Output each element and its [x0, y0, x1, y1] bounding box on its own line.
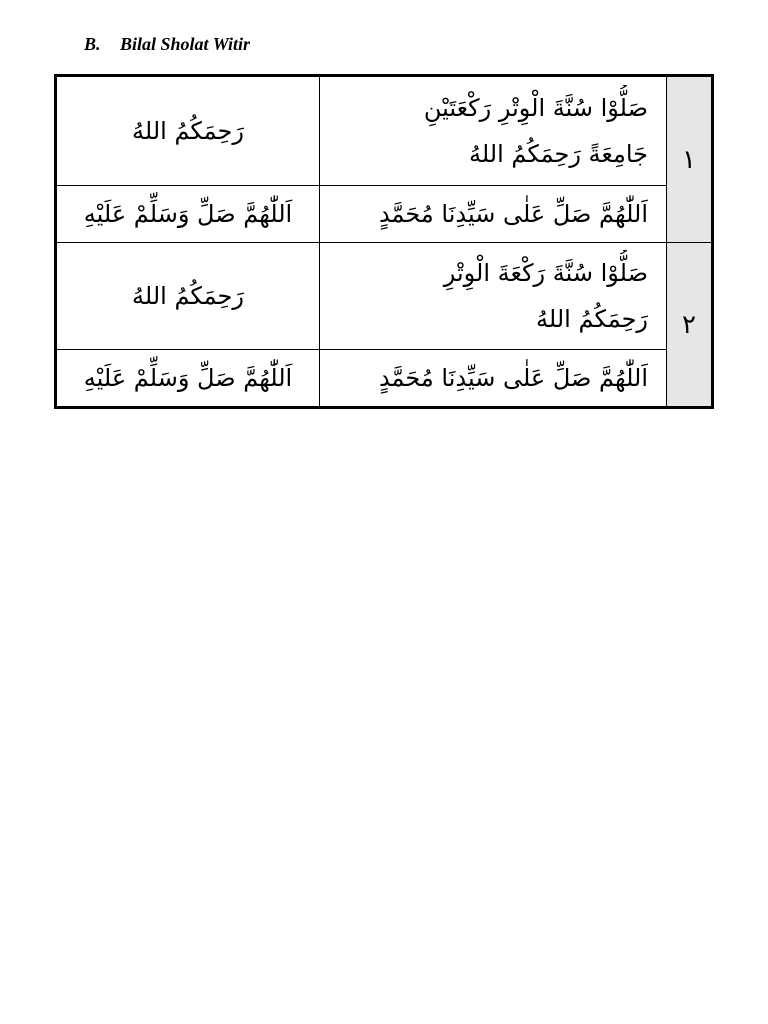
call-line: جَامِعَةً رَحِمَكُمُ اللهُ — [468, 140, 648, 168]
section-title: Bilal Sholat Witir — [120, 34, 251, 54]
row-number: ١ — [667, 76, 713, 243]
salawat-cell — [320, 186, 667, 243]
salawat-response-cell — [56, 186, 320, 243]
response-text: رَحِمَكُمُ اللهُ — [132, 117, 244, 145]
section-heading — [84, 32, 250, 56]
salawat-response-cell — [56, 350, 320, 408]
call-line: صَلُّوْا سُنَّةَ رَكْعَةَ الْوِتْرِ — [443, 259, 648, 287]
salawat-response-text: اَللّٰهُمَّ صَلِّ وَسَلِّمْ عَلَيْهِ — [83, 200, 293, 228]
table-row — [56, 350, 713, 408]
salawat-cell — [320, 350, 667, 408]
response-cell — [56, 76, 320, 186]
salawat-text: اَللّٰهُمَّ صَلِّ عَلٰى سَيِّدِنَا مُحَمَّدٍ — [378, 200, 648, 228]
call-line: رَحِمَكُمُ اللهُ — [536, 305, 648, 333]
response-text: رَحِمَكُمُ اللهُ — [132, 282, 244, 310]
call-line: صَلُّوْا سُنَّةَ الْوِتْرِ رَكْعَتَيْنِ — [423, 94, 648, 122]
salawat-text: اَللّٰهُمَّ صَلِّ عَلٰى سَيِّدِنَا مُحَمَّدٍ — [378, 364, 648, 392]
salawat-response-text: اَللّٰهُمَّ صَلِّ وَسَلِّمْ عَلَيْهِ — [83, 364, 293, 392]
bilal-table — [54, 74, 714, 409]
call-cell — [320, 243, 667, 350]
call-cell — [320, 76, 667, 186]
section-label: B. — [84, 34, 101, 54]
table-row — [56, 76, 713, 186]
table-row — [56, 243, 713, 350]
table-row — [56, 186, 713, 243]
response-cell — [56, 243, 320, 350]
row-number: ٢ — [667, 243, 713, 408]
